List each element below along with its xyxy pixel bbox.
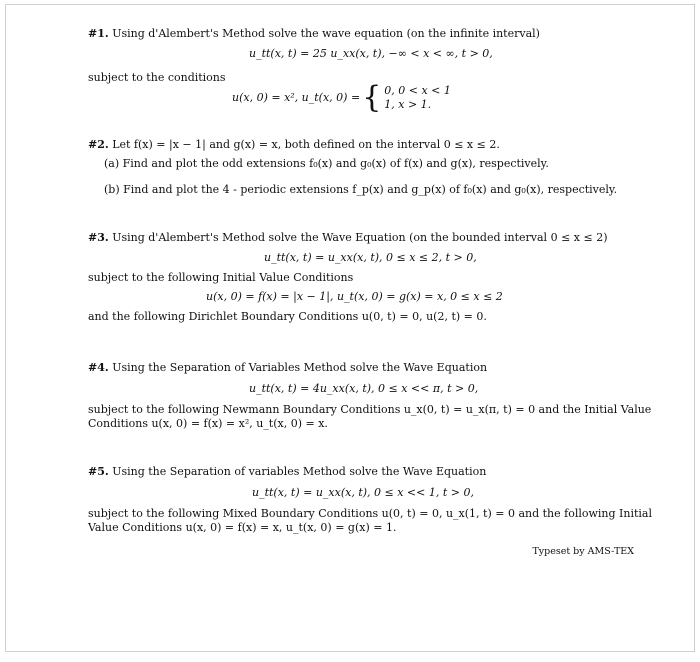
p5-subject-1: subject to the following Mixed Boundary Conditions u(0, t) = 0, u_x(1, t) = 0 and the following Initial — [88, 507, 653, 520]
p3-intro: Using d'Alembert's Method solve the Wave Equation (on the bounded interval 0 ≤ x ≤ 2) — [112, 231, 608, 244]
p4-intro-line — [88, 361, 487, 375]
p4-subject-2: Conditions u(x, 0) = f(x) = x², u_t(x, 0) = x. — [88, 417, 328, 430]
typeset-footer: Typeset by AMS-TEX — [532, 546, 634, 557]
p3-intro-line — [88, 231, 607, 245]
p4-equation: u_tt(x, t) = 4u_xx(x, t), 0 ≤ x << π, t > 0, — [249, 382, 479, 395]
p5-heading: #5. — [88, 465, 109, 478]
p1-intro: Using d'Alembert's Method solve the wave equation (on the infinite interval) — [112, 27, 540, 40]
p2-intro-line — [88, 138, 500, 152]
p1-intro-line — [88, 27, 540, 41]
p2-part-b: (b) Find and plot the 4 - periodic extensions f_p(x) and g_p(x) of f₀(x) and g₀(x), respectively. — [104, 183, 618, 196]
p3-boundary-conditions: and the following Dirichlet Boundary Conditions u(0, t) = 0, u(2, t) = 0. — [88, 310, 487, 323]
p4-heading: #4. — [88, 361, 109, 374]
p1-subject: subject to the conditions — [88, 71, 226, 84]
p4-intro: Using the Separation of Variables Method solve the Wave Equation — [112, 361, 488, 374]
p4-subject-1: subject to the following Newmann Boundary Conditions u_x(0, t) = u_x(π, t) = 0 and the Initial Value — [88, 403, 652, 416]
p5-subject-2: Value Conditions u(x, 0) = f(x) = x, u_t(x, 0) = g(x) = 1. — [88, 521, 397, 534]
p3-subject: subject to the following Initial Value Conditions — [88, 271, 354, 284]
p1-heading: #1. — [88, 27, 109, 40]
p5-intro: Using the Separation of variables Method solve the Wave Equation — [112, 465, 487, 478]
p1-cases — [384, 84, 451, 112]
p1-left-brace: { — [362, 80, 382, 115]
p5-intro-line — [88, 465, 486, 479]
p1-case-1: 0, 0 < x < 1 — [384, 84, 451, 97]
p2-heading: #2. — [88, 138, 109, 151]
p1-case-2: 1, x > 1. — [384, 98, 432, 111]
p2-part-a: (a) Find and plot the odd extensions f₀(x) and g₀(x) of f(x) and g(x), respectively. — [104, 157, 549, 170]
p5-equation: u_tt(x, t) = u_xx(x, t), 0 ≤ x << 1, t > 0, — [252, 486, 474, 499]
p1-initial-conditions — [232, 80, 512, 117]
p1-equation: u_tt(x, t) = 25 u_xx(x, t), −∞ < x < ∞, t > 0, — [249, 47, 493, 60]
p1-ic-left: u(x, 0) = x², u_t(x, 0) = — [232, 91, 361, 104]
p3-initial-conditions: u(x, 0) = f(x) = |x − 1|, u_t(x, 0) = g(x) = x, 0 ≤ x ≤ 2 — [206, 290, 503, 303]
p3-heading: #3. — [88, 231, 109, 244]
document-page — [5, 4, 695, 652]
p3-equation: u_tt(x, t) = u_xx(x, t), 0 ≤ x ≤ 2, t > 0, — [264, 251, 477, 264]
p2-intro: Let f(x) = |x − 1| and g(x) = x, both defined on the interval 0 ≤ x ≤ 2. — [112, 138, 500, 151]
